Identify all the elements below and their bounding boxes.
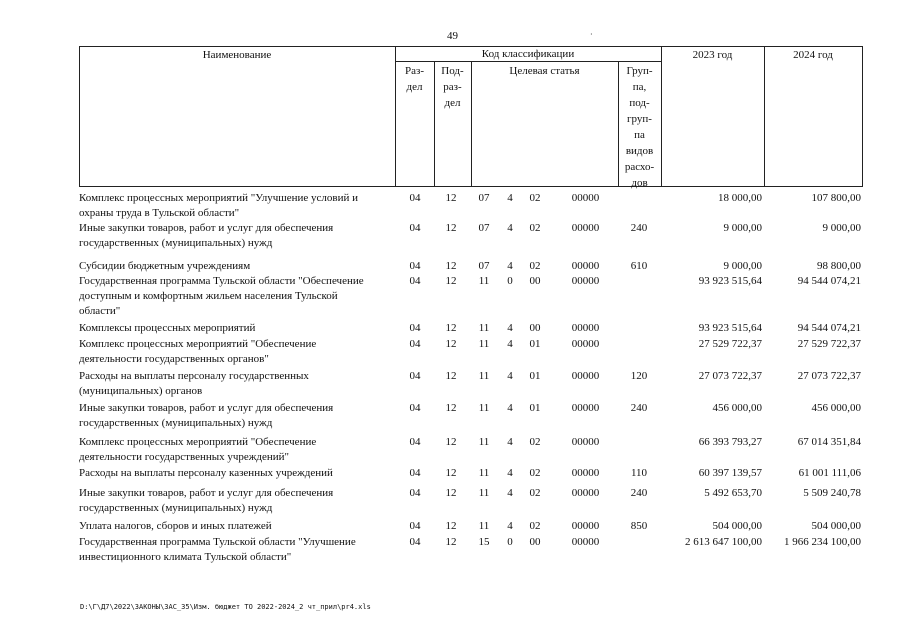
- row-2023: 93 923 515,64: [698, 322, 762, 334]
- row-name: Комплексы процессных мероприятий: [79, 322, 256, 334]
- row-razdel: 04: [409, 436, 421, 448]
- row-vid: 240: [630, 487, 648, 499]
- row-2024: 67 014 351,84: [797, 436, 861, 448]
- header-vline-right: [862, 46, 863, 187]
- page-number: 49: [447, 30, 458, 42]
- header-name: Наименование: [202, 49, 272, 61]
- row-2023: 27 529 722,37: [698, 338, 762, 350]
- row-target-1: 11: [478, 370, 490, 382]
- row-target-4: 00000: [571, 222, 600, 234]
- row-target-2: 4: [507, 402, 513, 414]
- row-vid: 120: [630, 370, 648, 382]
- row-target-1: 11: [478, 467, 490, 479]
- header-code-group: Код классификации: [481, 48, 575, 60]
- row-razdel: 04: [409, 402, 421, 414]
- row-target-2: 4: [507, 322, 513, 334]
- row-name: Комплекс процессных мероприятий "Обеспечение деятельности государственных учреждений": [79, 436, 317, 463]
- header-razdel: Раз- дел: [404, 65, 424, 93]
- row-name: Иные закупки товаров, работ и услуг для обеспечения государственных (муниципальных) нужд: [79, 487, 334, 514]
- row-2023: 60 397 139,57: [698, 467, 762, 479]
- header-vline-left: [79, 46, 80, 187]
- row-name: Иные закупки товаров, работ и услуг для обеспечения государственных (муниципальных) нужд: [79, 222, 334, 249]
- row-name: Государственная программа Тульской области "Улучшение инвестиционного климата Тульской области": [79, 536, 356, 563]
- row-target-2: 4: [507, 467, 513, 479]
- row-2024: 456 000,00: [811, 402, 861, 414]
- row-target-3: 02: [529, 467, 541, 479]
- row-vid: 610: [630, 260, 648, 272]
- row-vid: 110: [630, 467, 648, 479]
- row-podrazdel: 12: [445, 338, 457, 350]
- row-razdel: 04: [409, 275, 421, 287]
- row-target-1: 11: [478, 275, 490, 287]
- row-razdel: 04: [409, 222, 421, 234]
- row-target-4: 00000: [571, 322, 600, 334]
- row-target-2: 4: [507, 487, 513, 499]
- row-name: Комплекс процессных мероприятий "Обеспечение деятельности государственных органов": [79, 338, 317, 365]
- row-razdel: 04: [409, 487, 421, 499]
- row-podrazdel: 12: [445, 322, 457, 334]
- row-target-1: 11: [478, 338, 490, 350]
- row-razdel: 04: [409, 338, 421, 350]
- row-target-4: 00000: [571, 520, 600, 532]
- header-vline-podrazdel: [471, 61, 472, 187]
- scan-dot: ·: [590, 30, 593, 39]
- row-target-4: 00000: [571, 487, 600, 499]
- row-target-1: 11: [478, 436, 490, 448]
- row-target-2: 0: [507, 275, 513, 287]
- row-2024: 5 509 240,78: [803, 487, 861, 499]
- row-2024: 27 529 722,37: [797, 338, 861, 350]
- row-target-1: 15: [478, 536, 490, 548]
- row-target-3: 02: [529, 222, 541, 234]
- row-target-1: 11: [478, 487, 490, 499]
- row-vid: 240: [630, 402, 648, 414]
- row-podrazdel: 12: [445, 467, 457, 479]
- row-target-4: 00000: [571, 275, 600, 287]
- row-target-2: 4: [507, 520, 513, 532]
- row-target-1: 11: [478, 520, 490, 532]
- header-year-2023: 2023 год: [692, 49, 733, 61]
- row-2023: 2 613 647 100,00: [685, 536, 762, 548]
- row-podrazdel: 12: [445, 520, 457, 532]
- row-razdel: 04: [409, 192, 421, 204]
- row-razdel: 04: [409, 467, 421, 479]
- row-2024: 94 544 074,21: [797, 275, 861, 287]
- row-2023: 9 000,00: [723, 222, 762, 234]
- row-podrazdel: 12: [445, 487, 457, 499]
- row-target-1: 07: [478, 222, 490, 234]
- row-target-3: 01: [529, 402, 541, 414]
- row-2024: 9 000,00: [822, 222, 861, 234]
- row-2024: 27 073 722,37: [797, 370, 861, 382]
- row-podrazdel: 12: [445, 402, 457, 414]
- header-podrazdel: Под- раз- дел: [441, 65, 464, 109]
- row-podrazdel: 12: [445, 222, 457, 234]
- row-razdel: 04: [409, 322, 421, 334]
- row-target-3: 00: [529, 322, 541, 334]
- row-vid: 240: [630, 222, 648, 234]
- row-target-3: 00: [529, 275, 541, 287]
- row-podrazdel: 12: [445, 192, 457, 204]
- row-2024: 61 001 111,06: [798, 467, 861, 479]
- row-name: Субсидии бюджетным учреждениям: [79, 260, 251, 272]
- table-header: [79, 46, 863, 187]
- row-target-4: 00000: [571, 338, 600, 350]
- row-2023: 5 492 653,70: [704, 487, 762, 499]
- row-2023: 18 000,00: [718, 192, 762, 204]
- row-target-2: 4: [507, 222, 513, 234]
- row-target-2: 4: [507, 260, 513, 272]
- row-podrazdel: 12: [445, 370, 457, 382]
- row-podrazdel: 12: [445, 436, 457, 448]
- header-target: Целевая статья: [509, 65, 580, 77]
- row-target-2: 0: [507, 536, 513, 548]
- row-2024: 94 544 074,21: [797, 322, 861, 334]
- row-target-3: 02: [529, 487, 541, 499]
- row-target-2: 4: [507, 436, 513, 448]
- row-target-2: 4: [507, 370, 513, 382]
- header-vline-2023: [764, 46, 765, 187]
- row-razdel: 04: [409, 520, 421, 532]
- row-razdel: 04: [409, 370, 421, 382]
- row-target-4: 00000: [571, 260, 600, 272]
- row-target-4: 00000: [571, 192, 600, 204]
- row-vid: 850: [630, 520, 648, 532]
- row-2024: 504 000,00: [811, 520, 861, 532]
- row-target-3: 00: [529, 536, 541, 548]
- row-podrazdel: 12: [445, 260, 457, 272]
- row-target-4: 00000: [571, 370, 600, 382]
- file-path-footer: D:\Г\Д7\2022\ЗАКОНЫ\ЗАС_35\Изм. бюджет ТО 2022-2024_2 чт_прил\pr4.xls: [80, 603, 371, 611]
- row-target-2: 4: [507, 192, 513, 204]
- row-2023: 504 000,00: [712, 520, 762, 532]
- row-name: Расходы на выплаты персоналу государственных (муниципальных) органов: [79, 370, 309, 397]
- row-2024: 98 800,00: [817, 260, 861, 272]
- row-2023: 9 000,00: [723, 260, 762, 272]
- row-target-3: 01: [529, 370, 541, 382]
- row-target-3: 02: [529, 436, 541, 448]
- row-podrazdel: 12: [445, 275, 457, 287]
- row-target-1: 11: [478, 322, 490, 334]
- row-2023: 93 923 515,64: [698, 275, 762, 287]
- row-name: Расходы на выплаты персоналу казенных учреждений: [79, 467, 333, 479]
- row-2023: 27 073 722,37: [698, 370, 762, 382]
- row-target-3: 02: [529, 260, 541, 272]
- row-target-4: 00000: [571, 402, 600, 414]
- row-2024: 1 966 234 100,00: [784, 536, 861, 548]
- row-target-4: 00000: [571, 436, 600, 448]
- row-razdel: 04: [409, 536, 421, 548]
- row-target-1: 11: [478, 402, 490, 414]
- row-target-1: 07: [478, 260, 490, 272]
- row-target-3: 02: [529, 192, 541, 204]
- header-year-2024: 2024 год: [793, 49, 833, 61]
- row-name: Иные закупки товаров, работ и услуг для обеспечения государственных (муниципальных) нужд: [79, 402, 334, 429]
- row-target-4: 00000: [571, 467, 600, 479]
- row-2024: 107 800,00: [811, 192, 861, 204]
- row-name: Государственная программа Тульской области "Обеспечение доступным и комфортным жильем населения Тульской области": [79, 275, 364, 317]
- row-target-3: 01: [529, 338, 541, 350]
- row-2023: 456 000,00: [712, 402, 762, 414]
- row-name: Комплекс процессных мероприятий "Улучшение условий и охраны труда в Тульской области": [79, 192, 359, 219]
- header-vline-codes: [661, 46, 662, 187]
- row-razdel: 04: [409, 260, 421, 272]
- row-target-1: 07: [478, 192, 490, 204]
- row-2023: 66 393 793,27: [698, 436, 762, 448]
- header-vid: Груп- па, под- груп- па видов расхо- дов: [624, 65, 655, 189]
- row-target-3: 02: [529, 520, 541, 532]
- row-podrazdel: 12: [445, 536, 457, 548]
- row-name: Уплата налогов, сборов и иных платежей: [79, 520, 272, 532]
- row-target-4: 00000: [571, 536, 600, 548]
- row-target-2: 4: [507, 338, 513, 350]
